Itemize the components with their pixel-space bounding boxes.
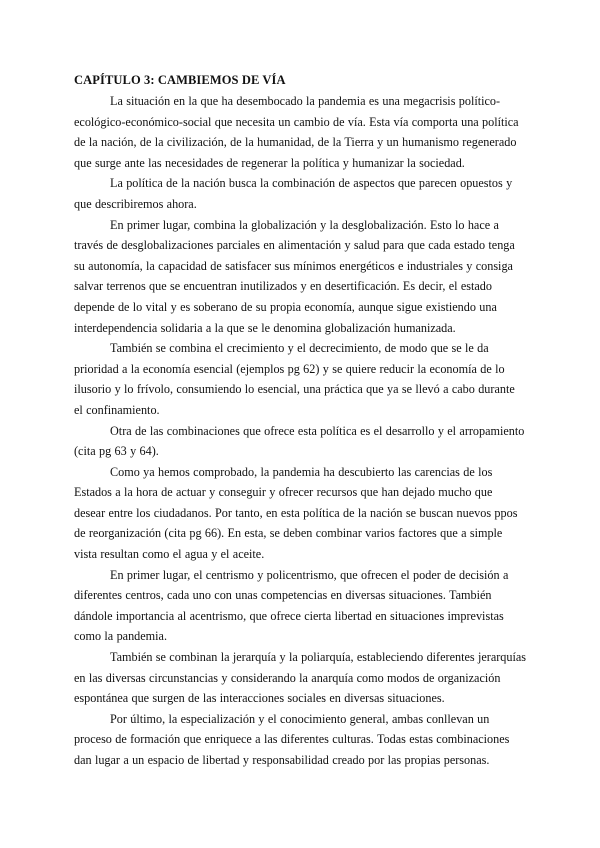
paragraph-reorganization: Como ya hemos comprobado, la pandemia ha descubierto las carencias de los Estados a la hora de actuar y conseguir y ofrecer recursos que han dejado mucho que desear entre los ciudadanos. Por tanto, en esta política de la nación se buscan nuevos ppos de reorganización (cita pg 66). En esta, se deben combinar varios factores que a simple vista resultan como el agua y el aceite. [74, 464, 518, 562]
paragraph-growth: También se combina el crecimiento y el decrecimiento, de modo que se le da prioridad a la economía esencial (ejemplos pg 62) y se quiere reducir la economía de lo ilusorio y lo frívolo, consumiendo lo esencial, una práctica que ya se llevó a cabo durante el confinamiento. [74, 341, 515, 417]
paragraph-development: Otra de las combinaciones que ofrece esta política es el desarrollo y el arropamiento (cita pg 63 y 64). [74, 423, 525, 459]
paragraph-globalization: En primer lugar, combina la globalización y la desglobalización. Esto lo hace a través de desglobalizaciones parciales en alimentación y salud para que cada estado tenga su autonomía, la capacidad de satisfacer sus mínimos energéticos e industriales y consiga salvar terrenos que se encuentran inutilizados y en desertificación. Es decir, el estado depende de lo vital y es soberano de su propia economía, aunque sigue existiendo una interdependencia solidaria a la que se le denomina globalización humanizada. [74, 217, 515, 335]
paragraph-hierarchy: También se combinan la jerarquía y la poliarquía, estableciendo diferentes jerarquías en las diversas circunstancias y considerando la anarquía como modos de organización espontánea que surgen de las interacciones sociales en diversas situaciones. [74, 650, 527, 706]
paragraph-nation-policy: La política de la nación busca la combinación de aspectos que parecen opuestos y que describiremos ahora. [74, 176, 513, 211]
document-page [74, 70, 526, 771]
paragraph-intro: La situación en la que ha desembocado la pandemia es una megacrisis político-ecológico-económico-social que necesita un cambio de vía. Esta vía comporta una política de la nación, de la civilización, de la humanidad, de la Tierra y un humanismo regenerado que surge ante las necesidades de regenerar la política y humanizar la sociedad. [74, 94, 519, 170]
chapter-title: CAPÍTULO 3: CAMBIEMOS DE VÍA [74, 73, 286, 87]
paragraph-centrism: En primer lugar, el centrismo y policentrismo, que ofrecen el poder de decisión a diferentes centros, cada uno con unas competencias en diversas situaciones. También dándole importancia al acentrismo, que ofrece cierta libertad en situaciones imprevistas como la pandemia. [74, 567, 509, 644]
paragraph-specialization: Por último, la especialización y el conocimiento general, ambas conllevan un proceso de formación que enriquece a las diferentes culturas. Todas estas combinaciones dan lugar a un espacio de libertad y responsabilidad creado por las propias personas. [74, 711, 510, 767]
